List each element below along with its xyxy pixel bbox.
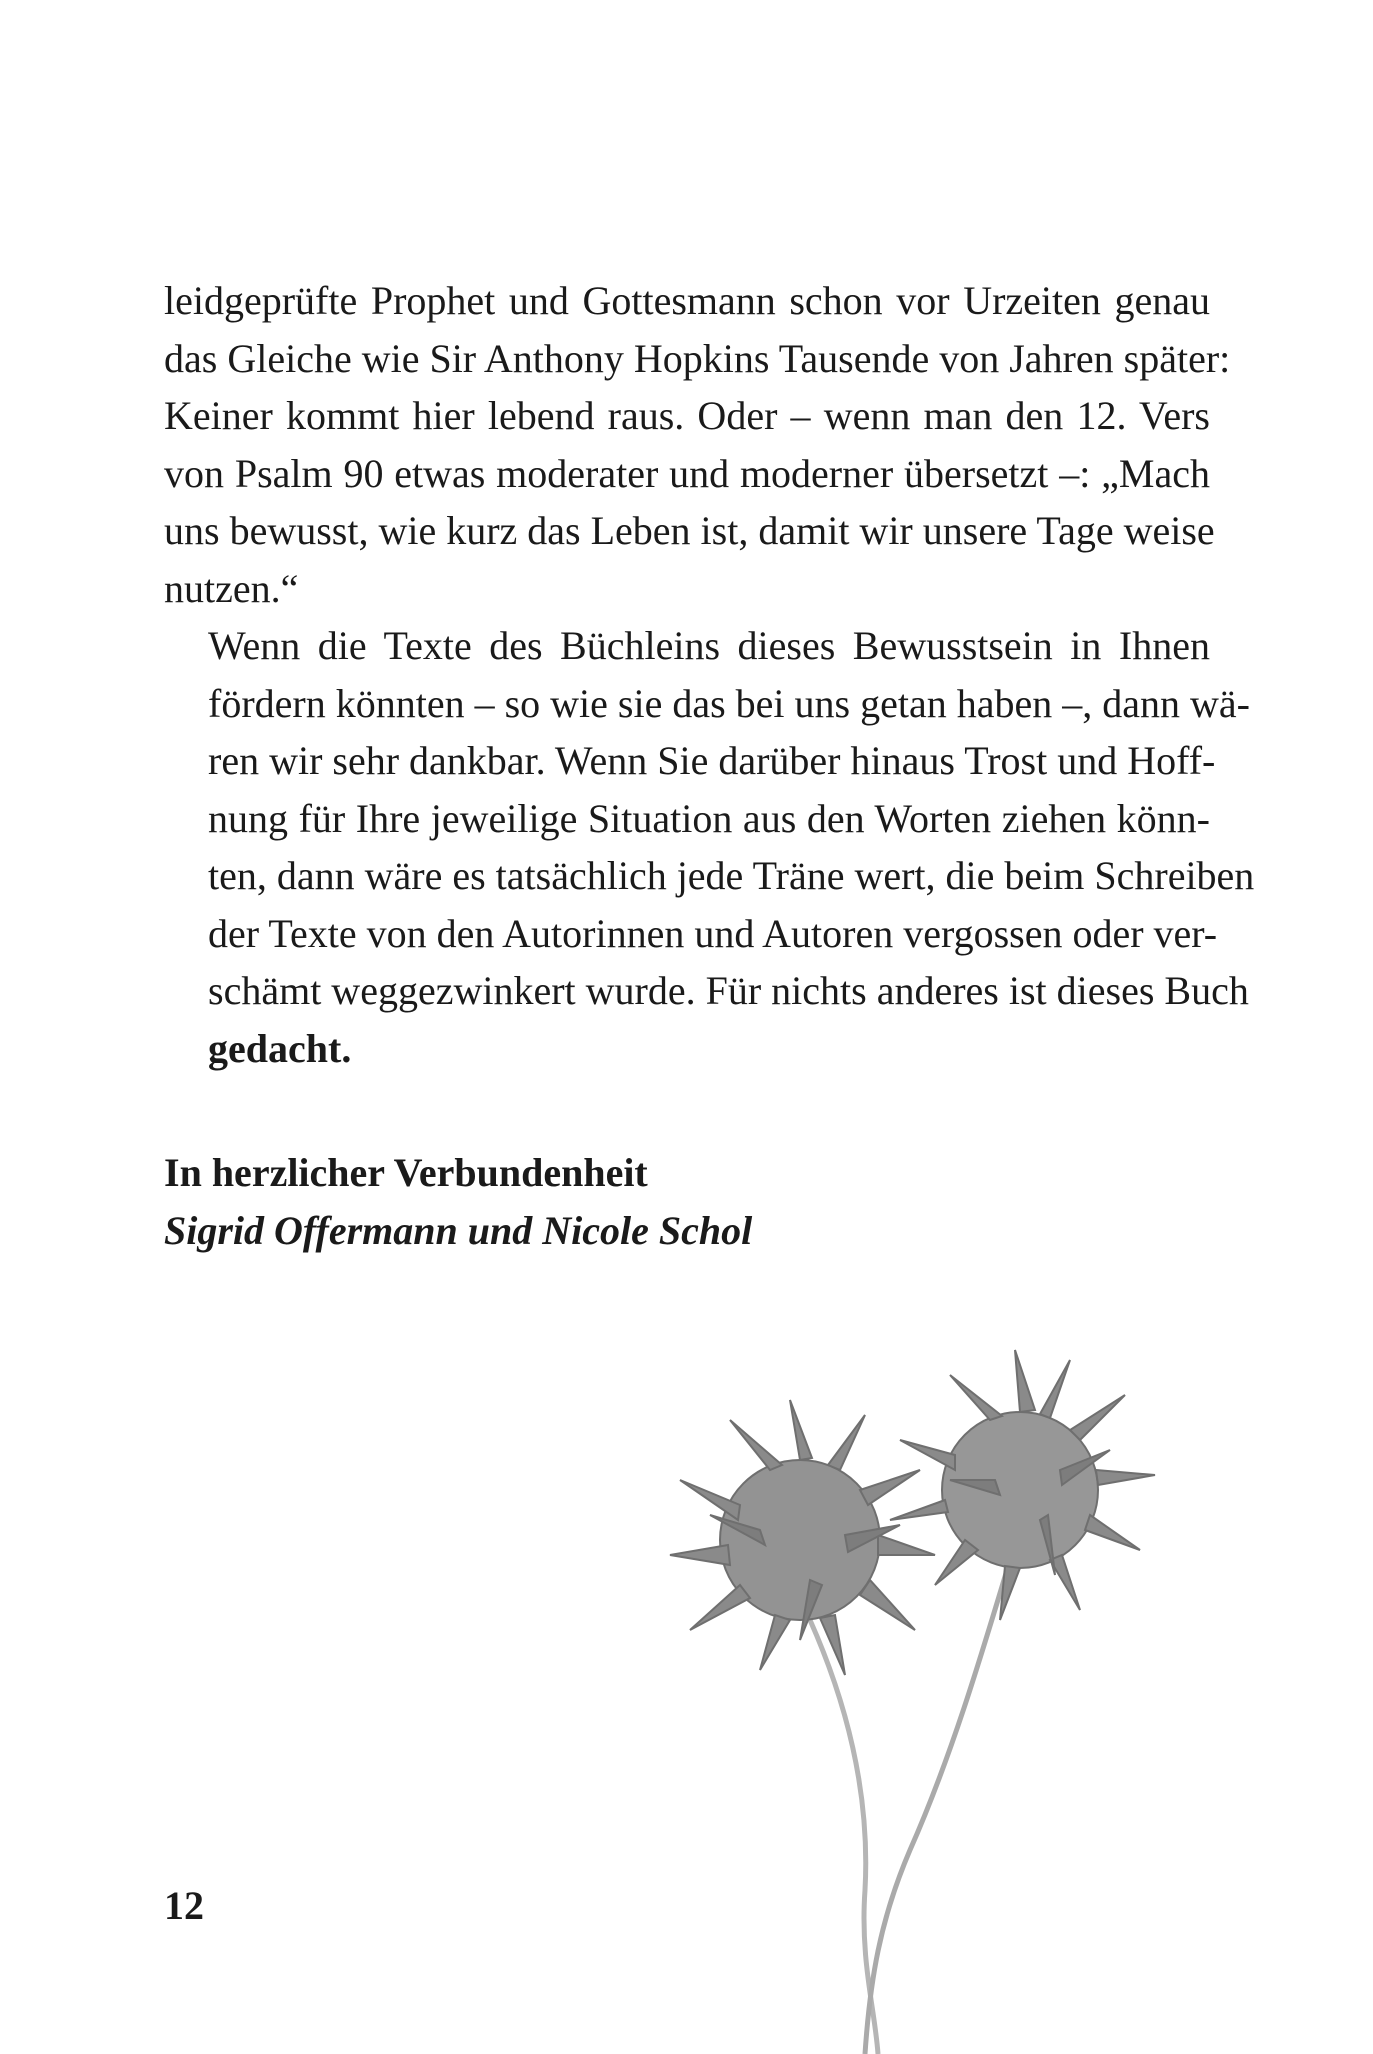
page-number: 12 (164, 1883, 204, 1928)
paragraph-1 (164, 272, 1231, 617)
flower-head-right (890, 1350, 1155, 1620)
text-line: Keiner kommt hier lebend raus. Oder – wenn man den 12. Vers (164, 393, 1210, 438)
closing (164, 1144, 752, 1260)
text-line: von Psalm 90 etwas moderater und moderner übersetzt –: „Mach (164, 450, 1210, 496)
text-line: uns bewusst, wie kurz das Leben ist, damit wir unsere Tage weise (164, 508, 1215, 553)
dried-flower-illustration (650, 1330, 1250, 2054)
text-line: ten, dann wäre es tatsächlich jede Träne wert, die beim Schreiben (208, 853, 1255, 898)
paragraph-2 (164, 617, 1255, 1077)
text-line-last-word: gedacht. (208, 1025, 352, 1071)
closing-greeting: In herzlicher Verbundenheit (164, 1150, 648, 1195)
text-line: schämt weggezwinkert wurde. Für nichts anderes ist dieses Buch (208, 968, 1249, 1013)
text-line: leidgeprüfte Prophet und Gottesmann schon vor Urzeiten genau (164, 278, 1210, 323)
text-line: das Gleiche wie Sir Anthony Hopkins Tausende von Jahren später: (164, 335, 1231, 381)
flower-head-left (670, 1400, 935, 1675)
closing-signature: Sigrid Offermann und Nicole Schol (164, 1208, 753, 1253)
text-line: ren wir sehr dankbar. Wenn Sie darüber hinaus Trost und Hoff- (208, 738, 1216, 783)
flower-stem (810, 1620, 878, 2054)
text-line: nutzen.“ (164, 565, 299, 611)
text-line: fördern könnten – so wie sie das bei uns getan haben –, dann wä- (208, 680, 1250, 726)
flower-stem (865, 1560, 1010, 2054)
text-line: der Texte von den Autorinnen und Autoren vergossen oder ver- (208, 910, 1218, 956)
text-line: nung für Ihre jeweilige Situation aus den Worten ziehen könn- (208, 795, 1210, 841)
text-line: Wenn die Texte des Büchleins dieses Bewusstsein in Ihnen (208, 623, 1210, 668)
body-text (164, 272, 1255, 1077)
